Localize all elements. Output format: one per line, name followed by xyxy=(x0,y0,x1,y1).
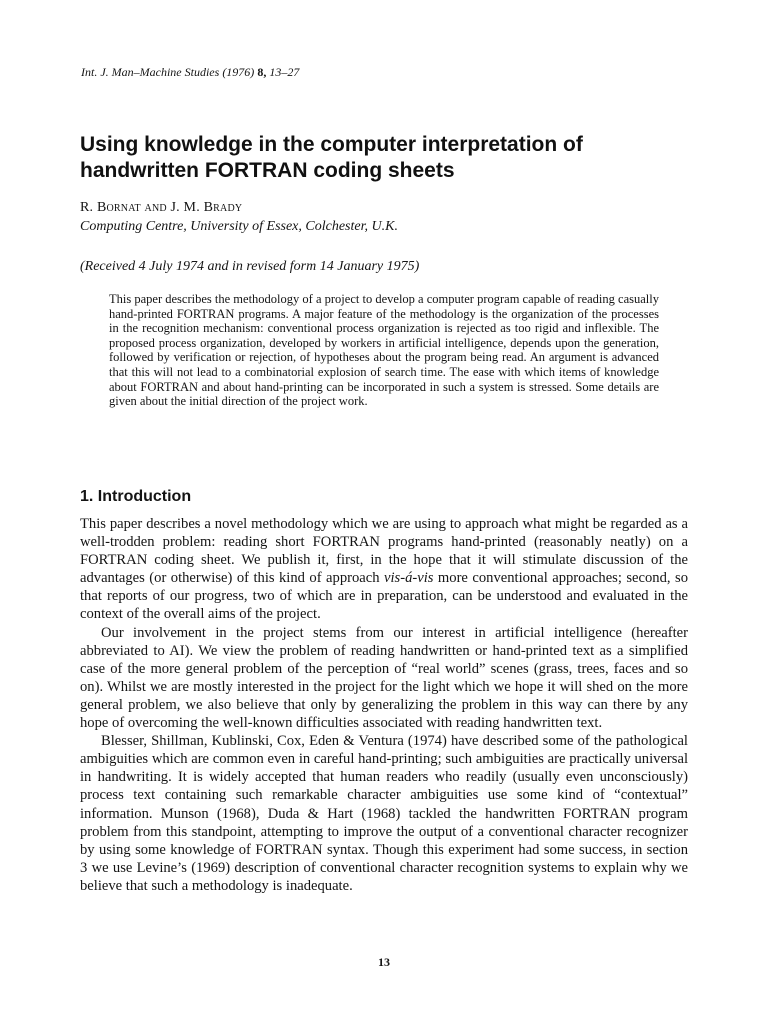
author-1-surname: Bornat xyxy=(96,200,141,215)
paper-authors xyxy=(80,200,242,216)
journal-name: Int. J. Man–Machine Studies xyxy=(81,65,220,79)
paragraph-3: Blesser, Shillman, Kublinski, Cox, Eden & Ventura (1974) have described some of the pathological ambiguities which are common even in careful hand-printing; such ambiguities are practically universal in handwriting. It is widely accepted that human readers who readily (usually even unconsciously) process text containing such remarkable character ambiguities use some kind of “contextual” information. Munson (1968), Duda & Hart (1968) tackled the handwritten FORTRAN program problem from this standpoint, attempting to improve the output of a conventional character recognizer by using some knowledge of FORTRAN syntax. Though this experiment had some success, in section 3 we use Levine’s (1969) description of conventional character recognition systems to explain why we believe that such a methodology is inadequate. xyxy=(80,733,688,894)
journal-year: (1976) xyxy=(222,65,255,79)
journal-citation xyxy=(81,65,299,80)
introduction-body xyxy=(80,515,688,895)
page-number: 13 xyxy=(378,955,390,969)
paragraph-1-part2: more conventional approaches; second, so that reports of our progress, two of which are in preparation, can be understood and evaluated in the context of the overall aims of the project. xyxy=(80,570,688,623)
journal-volume: 8, xyxy=(257,65,267,79)
paragraph-2: Our involvement in the project stems from our interest in artificial intelligence (hereafter abbreviated to AI). We view the problem of reading handwritten or hand-printed text as a simplified case of the more general problem of the perception of “real world” scenes (grass, trees, faces and so on). Whilst we are mostly interested in the project for the light which we hope it will shed on the more general problem, we also believe that only by generalizing the problem in this way can there by any hope of overcoming the well-known difficulties associated with reading handwritten text. xyxy=(80,624,688,732)
paragraph-1 xyxy=(80,515,688,624)
author-affiliation: Computing Centre, University of Essex, Colchester, U.K. xyxy=(80,219,398,234)
received-dates: (Received 4 July 1974 and in revised form 14 January 1975) xyxy=(80,259,420,274)
author-2-initials: J. M. xyxy=(170,200,200,215)
author-1-initial: R. xyxy=(80,200,94,215)
journal-pages: 13–27 xyxy=(269,65,300,79)
section-heading-introduction: 1. Introduction xyxy=(80,488,192,505)
abstract: This paper describes the methodology of a project to develop a computer program capable of reading casually hand-printed FORTRAN programs. A major feature of the methodology is the organization of the processes in the recognition mechanism: conventional process organization is rejected as too rigid and inflexible. The proposed process organization, developed by workers in artificial intelligence, depends upon the generation, followed by verification or rejection, of hypotheses about the program being read. An argument is advanced that this will not lead to a combinatorial explosion of search time. The ease with which items of knowledge about FORTRAN and about hand-printing can be incorporated in such a system is stressed. Some details are given about the initial direction of the project work. xyxy=(109,292,659,409)
paragraph-1-part1: This paper describes a novel methodology which we are using to approach what might be regarded as a well-trodden problem: reading short FORTRAN programs hand-printed (reasonably neatly) on a FORTRAN coding sheet. We publish it, first, in the hope that it will stimulate discussion of the advantages (or otherwise) of this kind of approach xyxy=(80,516,688,587)
paper-title: Using knowledge in the computer interpretation of handwritten FORTRAN coding sheets xyxy=(80,133,583,182)
author-2-surname: Brady xyxy=(203,200,243,215)
paragraph-1-italic: vis-á-vis xyxy=(384,570,434,587)
author-connector: and xyxy=(144,200,167,215)
